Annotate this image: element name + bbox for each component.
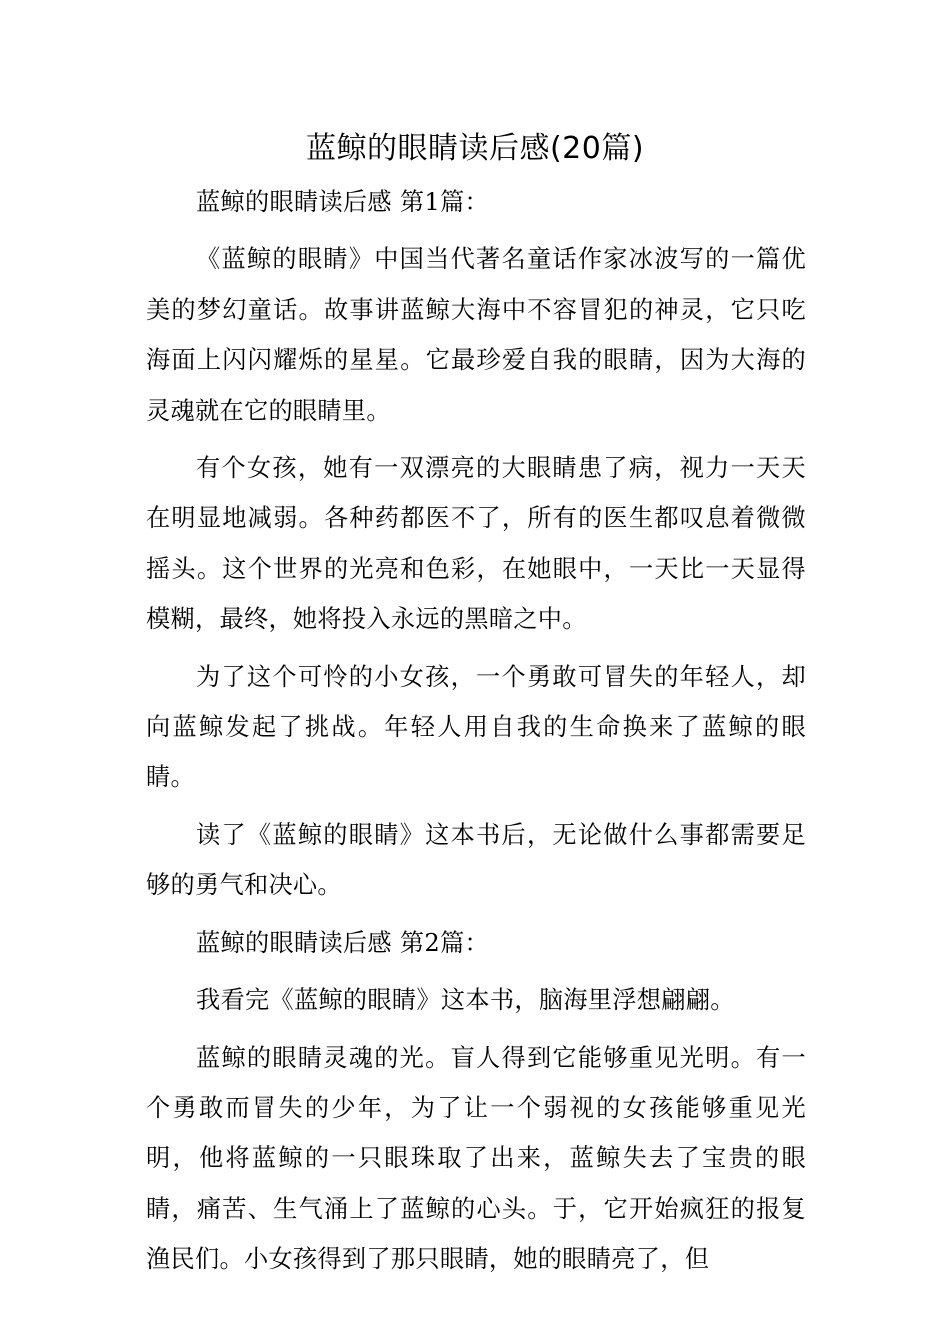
section-heading-2: 蓝鲸的眼睛读后感 第2篇： bbox=[196, 928, 490, 957]
paragraph: 读了《蓝鲸的眼睛》这本书后，无论做什么事都需要足够的勇气和决心。 bbox=[146, 820, 806, 900]
paragraph: 为了这个可怜的小女孩，一个勇敢可冒失的年轻人，却向蓝鲸发起了挑战。年轻人用自我的生命换来了蓝鲸的眼睛。 bbox=[146, 662, 806, 792]
document-title: 蓝鲸的眼睛读后感(20篇) bbox=[305, 131, 645, 166]
paragraph: 蓝鲸的眼睛灵魂的光。盲人得到它能够重见光明。有一个勇敢而冒失的少年，为了让一个弱视的女孩能够重见光明，他将蓝鲸的一只眼珠取了出来，蓝鲸失去了宝贵的眼睛，痛苦、生气涌上了蓝鲸的心头。于，它开始疯狂的报复渔民们。小女孩得到了那只眼睛，她的眼睛亮了，但 bbox=[146, 1043, 806, 1274]
paragraph: 我看完《蓝鲸的眼睛》这本书，脑海里浮想翩翩。 bbox=[196, 986, 735, 1015]
document-body bbox=[146, 177, 806, 1285]
paragraph: 有个女孩，她有一双漂亮的大眼睛患了病，视力一天天在明显地减弱。各种药都医不了，所有的医生都叹息着微微摇头。这个世界的光亮和色彩，在她眼中，一天比一天显得模糊，最终，她将投入永远的黑暗之中。 bbox=[146, 454, 806, 634]
section-heading-1: 蓝鲸的眼睛读后感 第1篇： bbox=[196, 188, 490, 216]
paragraph: 《蓝鲸的眼睛》中国当代著名童话作家冰波写的一篇优美的梦幻童话。故事讲蓝鲸大海中不容冒犯的神灵，它只吃海面上闪闪耀烁的星星。它最珍爱自我的眼睛，因为大海的灵魂就在它的眼睛里。 bbox=[146, 245, 806, 425]
